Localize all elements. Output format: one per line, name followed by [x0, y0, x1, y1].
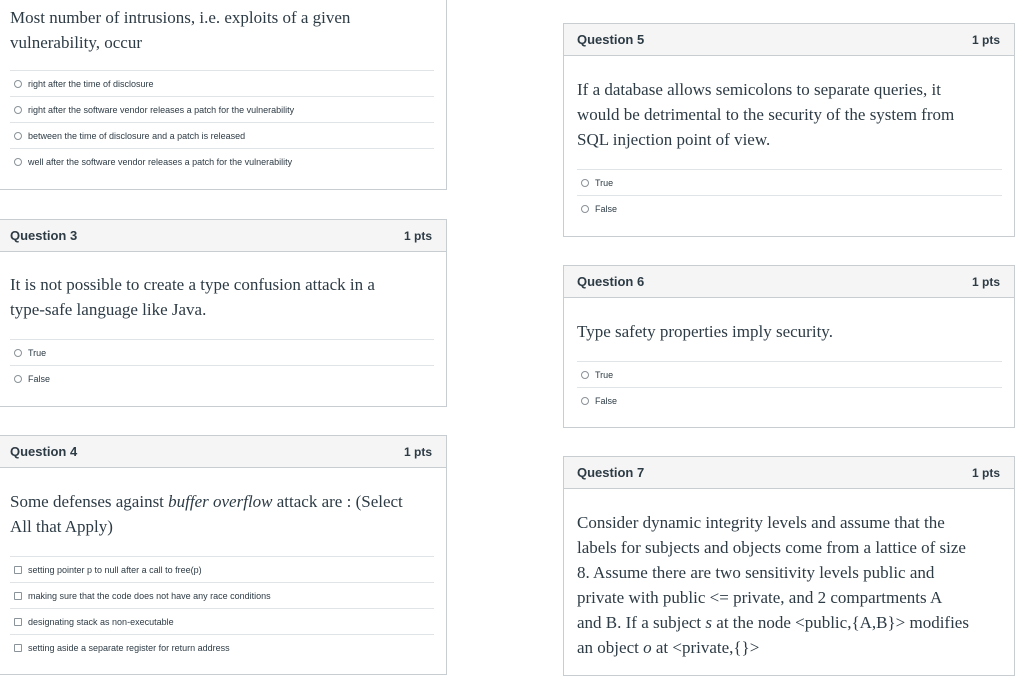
question-6-answers: [577, 361, 1002, 413]
question-5-answers: [577, 169, 1002, 221]
question-title: Question 5: [577, 32, 645, 47]
answer-label: right after the time of disclosure: [28, 78, 154, 89]
answer-option[interactable]: [10, 122, 434, 148]
question-7-card: [563, 456, 1015, 676]
text-segment: at <private,{}>: [651, 638, 760, 657]
question-2-text: [0, 5, 360, 55]
answer-option-false[interactable]: [10, 365, 434, 391]
answer-option-true[interactable]: [577, 361, 1002, 387]
answer-option[interactable]: [10, 608, 434, 634]
question-7-text-line: private with public <= private, and 2 compartments A: [577, 588, 943, 607]
answer-label: False: [595, 395, 618, 406]
question-2-text-line: Most number of intrusions, i.e. exploits of a given: [10, 8, 351, 27]
answer-option[interactable]: [10, 634, 434, 660]
radio-button[interactable]: [14, 132, 22, 140]
answer-option[interactable]: [10, 70, 434, 96]
text-segment: Some defenses against: [10, 492, 169, 511]
question-6-card: [563, 265, 1015, 428]
radio-button[interactable]: [581, 179, 589, 187]
answer-label: right after the software vendor releases a patch for the vulnerability: [28, 104, 295, 115]
question-title: Question 6: [577, 274, 645, 289]
text-segment: attack are : (Select: [272, 492, 403, 511]
question-points: 1 pts: [971, 465, 1000, 480]
question-points: 1 pts: [971, 274, 1000, 289]
radio-button[interactable]: [14, 375, 22, 383]
question-2-card: [0, 0, 447, 190]
question-3-text-line: type-safe language like Java.: [10, 300, 207, 319]
text-segment: an object: [577, 638, 644, 657]
question-6-text: [567, 319, 843, 344]
answer-option-false[interactable]: [577, 387, 1002, 413]
answer-label: False: [595, 203, 618, 214]
answer-label: True: [595, 177, 614, 188]
question-7-text-line: [577, 635, 969, 660]
question-points: 1 pts: [403, 228, 432, 243]
radio-button[interactable]: [14, 80, 22, 88]
question-7-text: [567, 510, 979, 660]
text-segment: at the node <public,{A,B}> modifies: [712, 613, 969, 632]
radio-button[interactable]: [581, 371, 589, 379]
radio-button[interactable]: [14, 106, 22, 114]
question-title: Question 3: [10, 228, 78, 243]
question-4-header: [0, 436, 446, 468]
answer-label: well after the software vendor releases a patch for the vulnerability: [28, 156, 293, 167]
checkbox[interactable]: [14, 618, 22, 626]
answer-option[interactable]: [10, 582, 434, 608]
question-4-text-line: [10, 489, 403, 514]
answer-option[interactable]: [10, 148, 434, 174]
question-3-header: [0, 220, 446, 252]
question-7-text-line: Consider dynamic integrity levels and assume that the: [577, 513, 945, 532]
answer-option-true[interactable]: [577, 169, 1002, 195]
question-5-text-line: SQL injection point of view.: [577, 130, 771, 149]
question-3-answers: [10, 339, 434, 391]
question-title: Question 7: [577, 465, 645, 480]
question-7-text-line: [577, 610, 969, 635]
question-5-text: [567, 77, 964, 152]
question-5-header: [564, 24, 1014, 56]
text-segment: and B. If a subject: [577, 613, 706, 632]
question-7-text-line: 8. Assume there are two sensitivity levels public and: [577, 563, 935, 582]
variable-s: s: [705, 613, 713, 632]
answer-label: designating stack as non-executable: [28, 616, 174, 627]
checkbox[interactable]: [14, 592, 22, 600]
variable-o: o: [643, 638, 652, 657]
question-4-text: [0, 489, 413, 539]
answer-option-false[interactable]: [577, 195, 1002, 221]
checkbox[interactable]: [14, 566, 22, 574]
answer-label: True: [595, 369, 614, 380]
question-2-answers: [10, 70, 434, 174]
radio-button[interactable]: [14, 349, 22, 357]
question-7-header: [564, 457, 1014, 489]
question-3-text-line: It is not possible to create a type confusion attack in a: [10, 275, 375, 294]
question-4-text-line: All that Apply): [10, 517, 113, 536]
answer-option[interactable]: [10, 96, 434, 122]
answer-label: making sure that the code does not have any race conditions: [28, 590, 271, 601]
question-3-card: [0, 219, 447, 407]
radio-button[interactable]: [14, 158, 22, 166]
question-2-text-line: vulnerability, occur: [10, 33, 143, 52]
question-points: 1 pts: [403, 444, 432, 459]
answer-label: True: [28, 347, 47, 358]
radio-button[interactable]: [581, 205, 589, 213]
answer-label: setting aside a separate register for return address: [28, 642, 230, 653]
answer-option-true[interactable]: [10, 339, 434, 365]
question-6-header: [564, 266, 1014, 298]
question-5-text-line: If a database allows semicolons to separate queries, it: [577, 80, 941, 99]
answer-label: setting pointer p to null after a call to free(p): [28, 564, 202, 575]
answer-label: between the time of disclosure and a patch is released: [28, 130, 246, 141]
checkbox[interactable]: [14, 644, 22, 652]
question-4-answers: [10, 556, 434, 660]
question-3-text: [0, 272, 385, 322]
question-4-card: [0, 435, 447, 675]
question-6-text-line: Type safety properties imply security.: [577, 322, 833, 341]
question-5-card: [563, 23, 1015, 237]
question-5-text-line: would be detrimental to the security of the system from: [577, 105, 955, 124]
question-title: Question 4: [10, 444, 78, 459]
question-points: 1 pts: [971, 32, 1000, 47]
radio-button[interactable]: [581, 397, 589, 405]
question-7-text-line: labels for subjects and objects come from a lattice of size: [577, 538, 966, 557]
text-segment-italic: buffer overflow: [168, 492, 273, 511]
answer-option[interactable]: [10, 556, 434, 582]
answer-label: False: [28, 373, 51, 384]
